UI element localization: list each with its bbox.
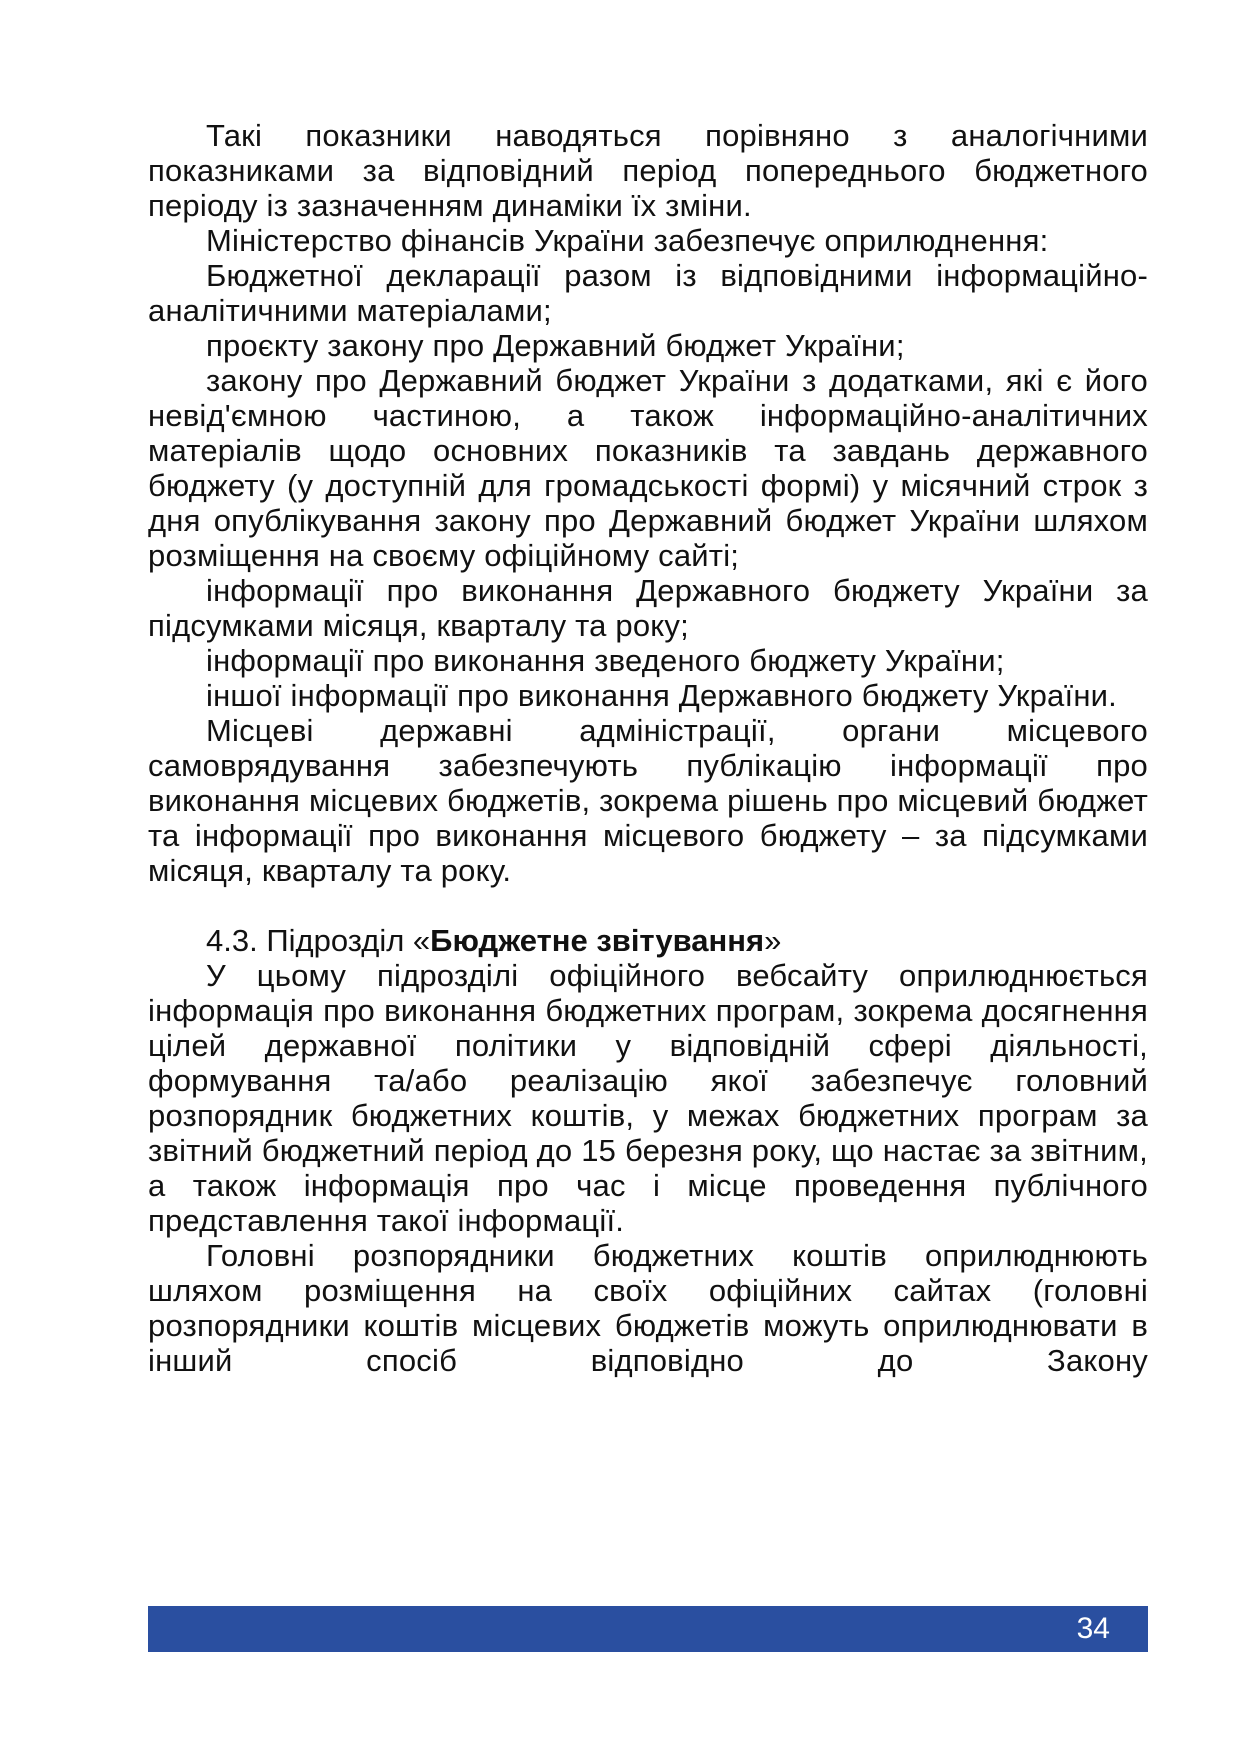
section-heading-suffix: » <box>764 923 782 958</box>
paragraph-section-description: У цьому підрозділі офіційного вебсайту оприлюднюється інформація про виконання бюджетних програм, зокрема досягнення цілей державної політики у відповідній сфері діяльності, формування та/або реалізацію якої забезпечує головний розпорядник бюджетних коштів, у межах бюджетних програм за звітний бюджетний період до 15 березня року, що настає за звітним, а також інформація про час і місце проведення публічного представлення такої інформації. <box>148 958 1148 1238</box>
page-number: 34 <box>1076 1612 1110 1645</box>
list-item-other-info: іншої інформації про виконання Державного бюджету України. <box>206 678 1117 713</box>
list-item-state-budget-execution: інформації про виконання Державного бюджету України за підсумками місяця, кварталу та року; <box>148 573 1148 643</box>
list-item-budget-law: закону про Державний бюджет України з додатками, які є його невід'ємною частиною, а також інформаційно-аналітичних матеріалів щодо основних показників та завдань державного бюджету (у доступній для громадськості формі) у місячний строк з дня опублікування закону про Державний бюджет України шляхом розміщення на своєму офіційному сайті; <box>148 363 1148 573</box>
list-item-consolidated-budget: інформації про виконання зведеного бюджету України; <box>206 643 1005 678</box>
paragraph-ministry-publishes: Міністерство фінансів України забезпечує оприлюднення: <box>206 223 1049 258</box>
section-heading-prefix: 4.3. Підрозділ « <box>206 923 431 958</box>
list-item-draft-law: проєкту закону про Державний бюджет України; <box>206 328 905 363</box>
paragraph-indicators-comparison: Такі показники наводяться порівняно з аналогічними показниками за відповідний період попереднього бюджетного періоду із зазначенням динаміки їх зміни. <box>148 118 1148 223</box>
list-item-budget-declaration: Бюджетної декларації разом із відповідними інформаційно-аналітичними матеріалами; <box>148 258 1148 328</box>
footer-bar <box>148 1606 1148 1652</box>
paragraph-local-administrations: Місцеві державні адміністрації, органи місцевого самоврядування забезпечують публікацію інформації про виконання місцевих бюджетів, зокрема рішень про місцевий бюджет та інформації про виконання місцевого бюджету – за підсумками місяця, кварталу та року. <box>148 713 1148 888</box>
page-body <box>148 118 1148 1378</box>
section-heading-title: Бюджетне звітування <box>430 923 765 958</box>
paragraph-main-spending-units: Головні розпорядники бюджетних коштів оприлюднюють шляхом розміщення на своїх офіційних сайтах (головні розпорядники коштів місцевих бюджетів можуть оприлюднювати в інший спосіб відповідно до Закону <box>148 1238 1148 1378</box>
section-heading <box>148 923 1148 958</box>
